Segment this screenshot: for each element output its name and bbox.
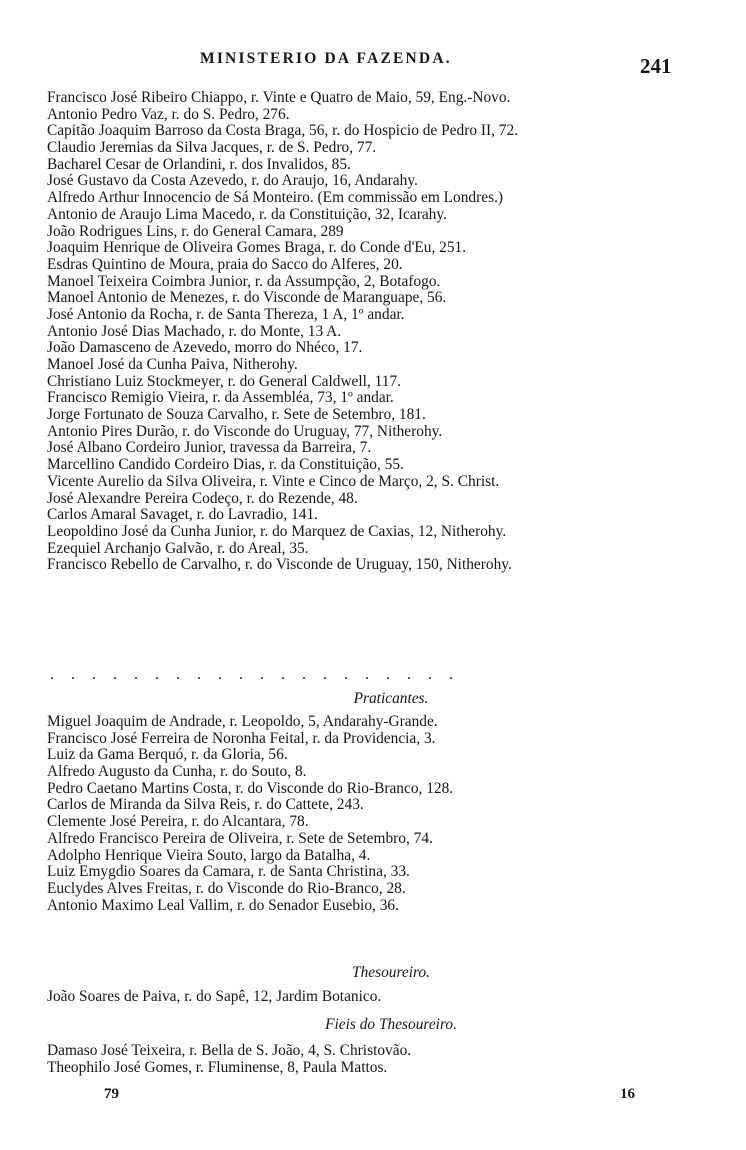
list-item: Christiano Luiz Stockmeyer, r. do General Caldwell, 117.: [47, 372, 401, 390]
list-item: José Albano Cordeiro Junior, travessa da Barreira, 7.: [47, 439, 372, 457]
list-item: Luiz Emygdio Soares da Camara, r. de Santa Christina, 33.: [47, 863, 410, 881]
footer-signature-left: 79: [104, 1086, 119, 1102]
list-item: José Gustavo da Costa Azevedo, r. do Araujo, 16, Andarahy.: [47, 172, 418, 190]
list-item: Francisco José Ferreira de Noronha Feital, r. da Providencia, 3.: [47, 729, 436, 747]
list-item: Antonio de Araujo Lima Macedo, r. da Constituição, 32, Icarahy.: [47, 205, 447, 223]
list-item: Francisco Remigio Vieira, r. da Assembléa, 73, 1º andar.: [47, 389, 394, 407]
section-heading-thesoureiro: Thesoureiro.: [352, 964, 430, 981]
list-item: José Antonio da Rocha, r. de Santa Thereza, 1 A, 1º andar.: [47, 305, 405, 323]
list-item: Luiz da Gama Berquó, r. da Gloria, 56.: [47, 746, 288, 764]
list-item: Claudio Jeremias da Silva Jacques, r. de S. Pedro, 77.: [47, 139, 377, 157]
list-item: Leopoldino José da Cunha Junior, r. do Marquez de Caxias, 12, Nitherohy.: [47, 522, 507, 540]
list-item: Antonio Pires Durão, r. do Visconde do Uruguay, 77, Nitherohy.: [47, 422, 443, 440]
list-item: Bacharel Cesar de Orlandini, r. dos Invalidos, 85.: [47, 155, 351, 173]
list-item: Antonio Pedro Vaz, r. do S. Pedro, 276.: [47, 105, 290, 123]
list-item: Pedro Caetano Martins Costa, r. do Visconde do Rio-Branco, 128.: [47, 779, 454, 797]
list-item: Damaso José Teixeira, r. Bella de S. João, 4, S. Christovão.: [47, 1042, 412, 1059]
list-item: Theophilo José Gomes, r. Fluminense, 8, Paula Mattos.: [47, 1058, 388, 1076]
list-item: Vicente Aurelio da Silva Oliveira, r. Vinte e Cinco de Março, 2, S. Christ.: [47, 472, 500, 490]
list-item: Alfredo Augusto da Cunha, r. do Souto, 8.: [47, 763, 307, 781]
page-header: [0, 48, 746, 78]
list-item: Adolpho Henrique Vieira Souto, largo da Batalha, 4.: [47, 846, 371, 864]
list-item: Antonio José Dias Machado, r. do Monte, 13 A.: [47, 322, 342, 340]
list-item: Francisco José Ribeiro Chiappo, r. Vinte e Quatro de Maio, 59, Eng.-Novo.: [47, 89, 511, 106]
list-item: Euclydes Alves Freitas, r. do Visconde do Rio-Branco, 28.: [47, 879, 406, 897]
list-item: Francisco Rebello de Carvalho, r. do Visconde de Uruguay, 150, Nitherohy.: [47, 556, 512, 574]
praticantes-list: [47, 714, 707, 914]
section-heading-praticantes: Praticantes.: [353, 690, 429, 707]
list-item: Alfredo Francisco Pereira de Oliveira, r. Sete de Setembro, 74.: [47, 829, 433, 847]
list-item: Marcellino Candido Cordeiro Dias, r. da Constituição, 55.: [47, 456, 404, 474]
list-item: Manoel Teixeira Coimbra Junior, r. da Assumpção, 2, Botafogo.: [47, 272, 441, 290]
list-item: Carlos Amaral Savaget, r. do Lavradio, 141.: [47, 506, 318, 524]
thesoureiro-list: [47, 989, 707, 1006]
list-item: Jorge Fortunato de Souza Carvalho, r. Sete de Setembro, 181.: [47, 406, 426, 424]
list-item: José Alexandre Pereira Codeço, r. do Rezende, 48.: [47, 489, 358, 507]
list-item: Antonio Maximo Leal Vallim, r. do Senador Eusebio, 36.: [47, 896, 399, 914]
list-item: João Damasceno de Azevedo, morro do Nhéco, 17.: [47, 339, 363, 357]
list-item: Ezequiel Archanjo Galvão, r. do Areal, 35.: [47, 539, 309, 557]
list-item: Manoel José da Cunha Paiva, Nitherohy.: [47, 356, 298, 373]
footer-signature-right: 16: [620, 1086, 635, 1102]
dotted-separator: ....................: [50, 666, 470, 683]
officials-list: [47, 90, 707, 574]
list-item: Carlos de Miranda da Silva Reis, r. do Cattete, 243.: [47, 796, 364, 814]
header-title: MINISTERIO DA FAZENDA.: [200, 50, 452, 67]
list-item: Capitão Joaquim Barroso da Costa Braga, 56, r. do Hospicio de Pedro II, 72.: [47, 122, 519, 140]
list-item: Clemente José Pereira, r. do Alcantara, 78.: [47, 813, 309, 831]
list-item: Joaquim Henrique de Oliveira Gomes Braga, r. do Conde d'Eu, 251.: [47, 239, 467, 257]
fieis-list: [47, 1043, 707, 1076]
section-heading-fieis: Fieis do Thesoureiro.: [325, 1016, 457, 1033]
list-item: João Soares de Paiva, r. do Sapê, 12, Jardim Botanico.: [47, 988, 382, 1005]
page-number: 241: [640, 54, 672, 78]
list-item: Esdras Quintino de Moura, praia do Sacco do Alferes, 20.: [47, 255, 403, 273]
list-item: Miguel Joaquim de Andrade, r. Leopoldo, 5, Andarahy-Grande.: [47, 713, 438, 730]
list-item: Alfredo Arthur Innocencio de Sá Monteiro. (Em commissão em Londres.): [47, 189, 504, 207]
list-item: João Rodrigues Lins, r. do General Camara, 289: [47, 222, 344, 240]
list-item: Manoel Antonio de Menezes, r. do Visconde de Maranguape, 56.: [47, 289, 447, 307]
